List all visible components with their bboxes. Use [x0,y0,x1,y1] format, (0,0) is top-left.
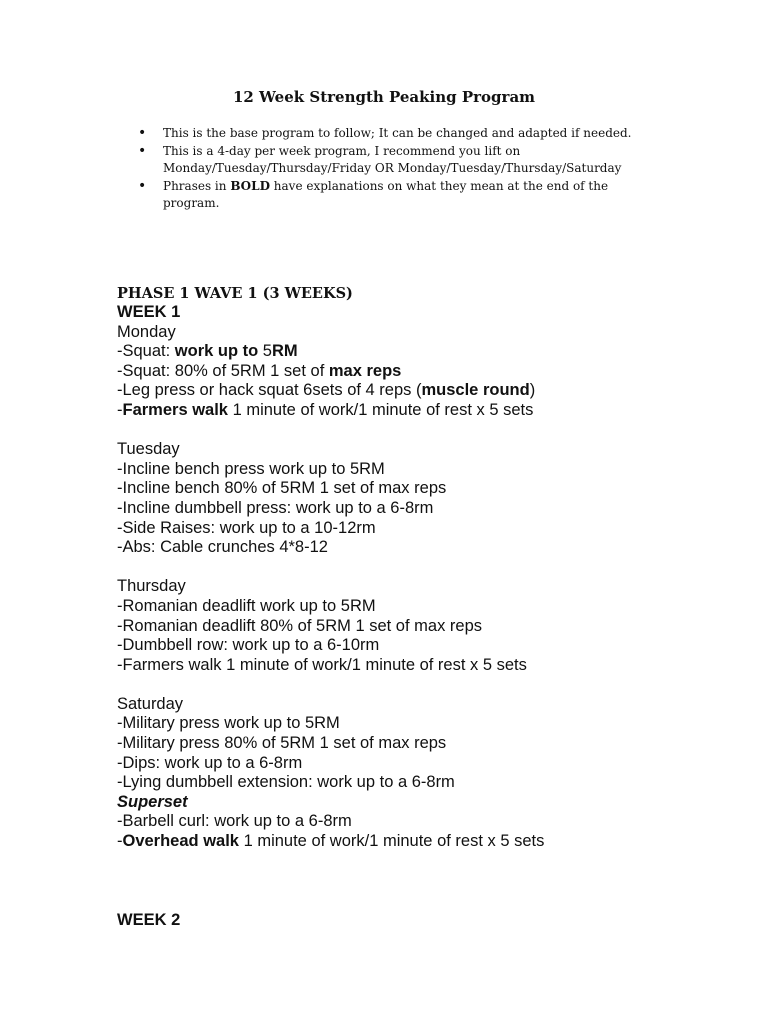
document-title: 12 Week Strength Peaking Program [232,88,536,106]
monday-line-1-mid: 5 [258,342,272,361]
intro-bullet-list [163,125,653,213]
tuesday-line-2: -Incline bench 80% of 5RM 1 set of max reps [117,479,447,498]
saturday-line-2: -Military press 80% of 5RM 1 set of max reps [117,734,447,753]
thursday-line-1: -Romanian deadlift work up to 5RM [117,596,376,615]
saturday-last-line-bold: Overhead walk [122,832,239,851]
intro-bullet-2: • This is a 4-day per week program, I recommend you lift on Monday/Tuesday/Thursday/Friday OR Monday/Tuesday/Thursday/Saturday [163,143,653,178]
program-body [117,303,757,852]
monday-line-2-pre: -Squat: 80% of 5RM 1 set of [117,361,329,380]
tuesday-line-1: -Incline bench press work up to 5RM [117,459,385,478]
intro-bullet-3 [163,178,653,213]
saturday-line-4: -Lying dumbbell extension: work up to a 6-8rm [117,773,455,792]
monday-line-3 [117,381,757,401]
thursday-line-2: -Romanian deadlift 80% of 5RM 1 set of max reps [117,616,483,635]
monday-line-1 [117,342,757,362]
saturday-curl-line: -Barbell curl: work up to a 6-8rm [117,812,352,831]
tuesday-line-4: -Side Raises: work up to a 10-12rm [117,518,376,537]
monday-line-1-bold-a: work up to [174,342,259,361]
monday-line-4 [117,401,757,421]
spacer [117,675,757,695]
monday-line-3-post: ) [529,381,536,400]
week2-label: WEEK 2 [117,911,181,929]
tuesday-heading: Tuesday [117,440,180,459]
week1-label: WEEK 1 [117,303,181,321]
monday-line-4-bold: Farmers walk [122,400,228,419]
thursday-line-4: -Farmers walk 1 minute of work/1 minute of rest x 5 sets [117,655,527,674]
monday-line-1-bold-b: RM [271,342,298,361]
spacer [117,558,757,578]
saturday-line-3: -Dips: work up to a 6-8rm [117,753,303,772]
monday-line-4-post: 1 minute of work/1 minute of rest x 5 sets [227,400,534,419]
saturday-last-line-post: 1 minute of work/1 minute of rest x 5 sets [238,832,545,851]
intro-bullet-3-bold: BOLD [230,178,270,193]
saturday-line-1: -Military press work up to 5RM [117,714,340,733]
tuesday-line-3: -Incline dumbbell press: work up to a 6-8rm [117,498,434,517]
monday-heading: Monday [117,322,176,341]
monday-line-1-pre: -Squat: [117,342,175,361]
intro-bullet-1: • This is the base program to follow; It can be changed and adapted if needed. [163,125,653,143]
saturday-heading: Saturday [117,694,184,713]
phase-heading: PHASE 1 WAVE 1 (3 WEEKS) [117,285,353,302]
saturday-last-line [117,832,757,852]
tuesday-line-5: -Abs: Cable crunches 4*8-12 [117,538,328,557]
monday-line-4-pre: - [117,400,123,419]
monday-line-3-bold: muscle round [421,381,530,400]
monday-line-2 [117,362,757,382]
thursday-line-3: -Dumbbell row: work up to a 6-10rm [117,636,380,655]
superset-label: Superset [117,792,188,811]
intro-bullet-3-after: have explanations on what they mean at the end of the program. [163,178,609,210]
monday-line-3-pre: -Leg press or hack squat 6sets of 4 reps ( [117,381,422,400]
saturday-last-line-pre: - [117,832,123,851]
monday-line-2-bold: max reps [328,361,402,380]
intro-bullet-3-before: Phrases in [163,178,231,193]
thursday-heading: Thursday [117,577,186,596]
spacer [117,421,757,441]
